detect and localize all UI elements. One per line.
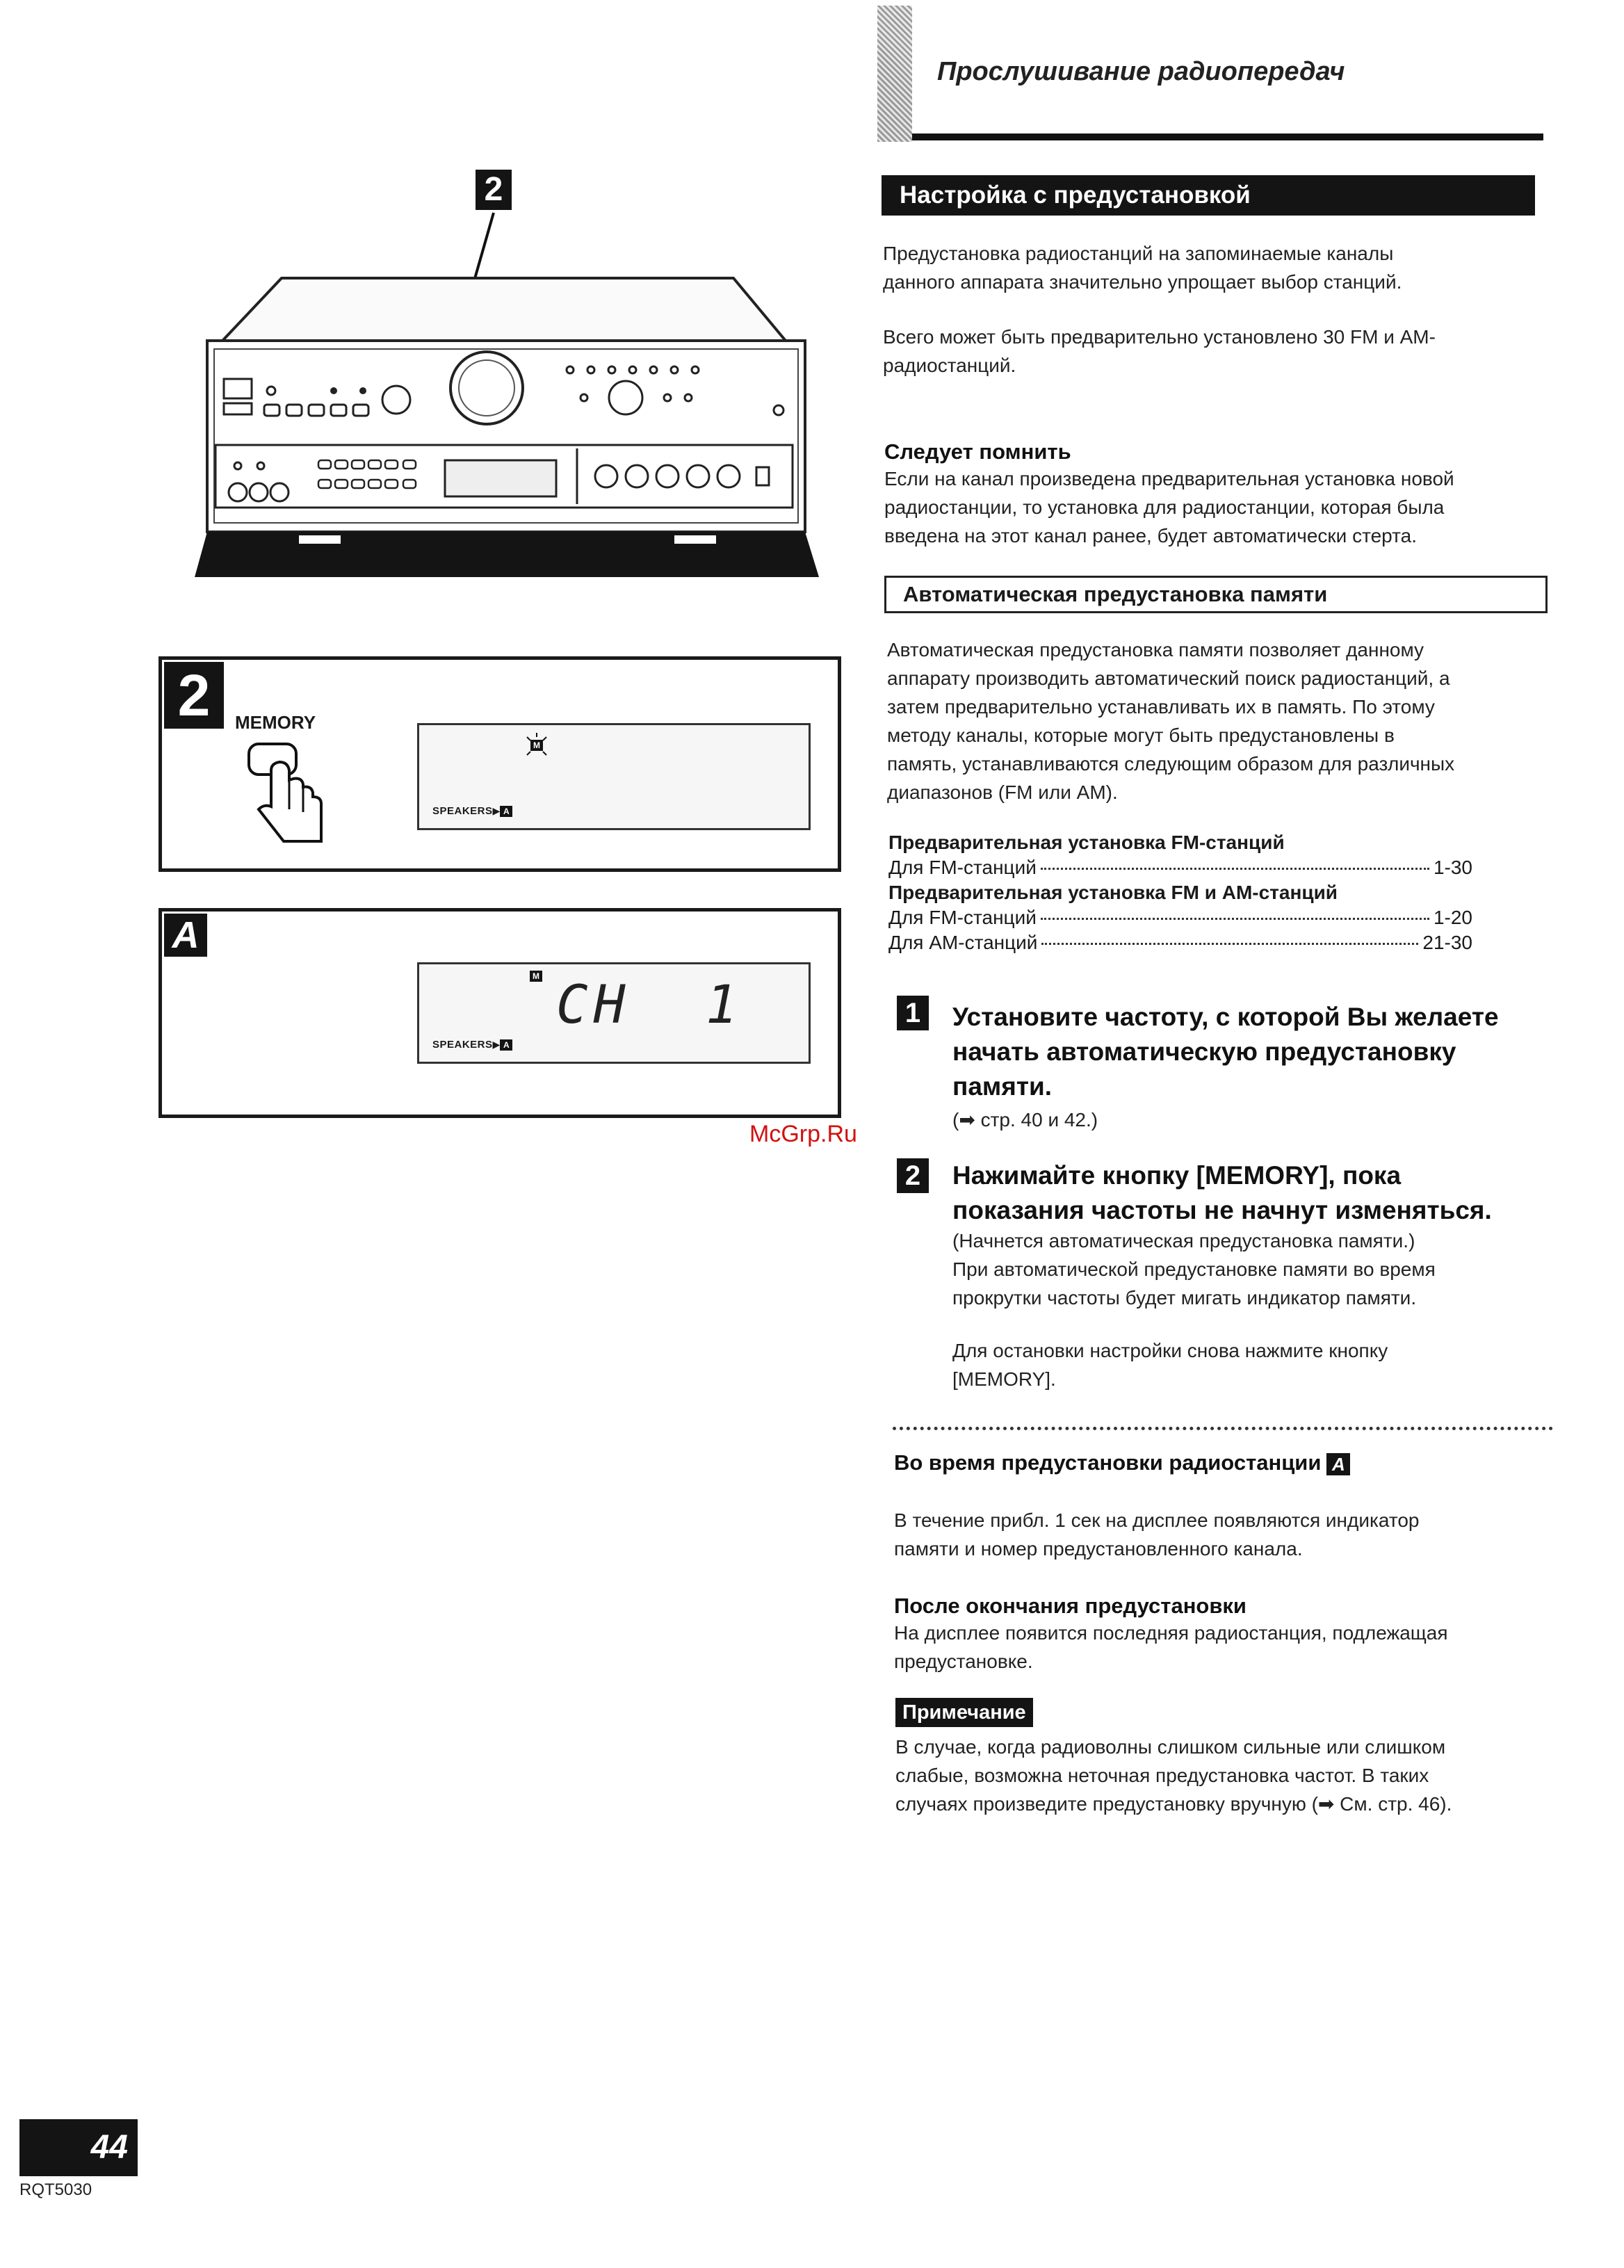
remember-text: Если на канал произведена предварительная установка новой радиостанции, то установка для радиостанции, которая была введена на этот канал ранее, будет автоматически стерта. xyxy=(884,468,1454,546)
model-code: RQT5030 xyxy=(19,2180,92,2199)
mem-indicator-a: M xyxy=(530,971,542,982)
device-step-badge: 2 xyxy=(476,170,512,210)
fm-table-heading: Предварительная установка FM-станций xyxy=(888,832,1285,853)
mem-indicator: M xyxy=(530,740,543,751)
auto-preset-heading: Автоматическая предустановка памяти xyxy=(884,576,1548,613)
step-1-ref: (➡ стр. 40 и 42.) xyxy=(952,1109,1098,1131)
step-1-title: Установите частоту, с которой Вы желаете начать автоматическую предустановку памяти. xyxy=(952,1003,1499,1101)
speakers-a-box: A xyxy=(500,806,512,817)
auto-preset-text: Автоматическая предустановка памяти позволяет данному аппарату производить автоматический поиск радиостанций, а затем предварительно устанавливать их в память. По этому методу каналы, которые могут быть предустановлены в память, устанавливаются следующим образом для различных диапазонов (FM или AM). xyxy=(887,639,1455,803)
watermark: McGrp.Ru xyxy=(749,1121,857,1147)
step-1-number: 1 xyxy=(897,996,929,1030)
note-text: В случае, когда радиоволны слишком сильные или слишком слабые, возможна неточная предустановка частот. В таких случаях произведите предустановку вручную (➡ См. стр. 46). xyxy=(895,1736,1452,1815)
speakers-label-a: SPEAKERS xyxy=(432,1039,493,1051)
during-heading: Во время предустановки радиостанции A xyxy=(894,1450,1350,1475)
note-tag: Примечание xyxy=(895,1698,1033,1727)
step-2-title: Нажимайте кнопку [MEMORY], пока показания частоты не начнут изменяться. xyxy=(952,1161,1492,1224)
intro-paragraph-2: Всего может быть предварительно установлено 30 FM и AM- радиостанций. xyxy=(883,326,1436,376)
after-heading: После окончания предустановки xyxy=(894,1594,1247,1618)
preset-range-table xyxy=(888,832,1472,954)
page-section-title: Прослушивание радиопередач xyxy=(937,57,1345,86)
speakers-a-box-a: A xyxy=(500,1039,512,1051)
table-row: Для FM-станций 1-20 xyxy=(888,907,1472,928)
channel-readout: CH 1 xyxy=(556,973,743,1035)
section-banner: Настройка с предустановкой xyxy=(882,175,1535,216)
display-a-badge: A xyxy=(164,914,207,957)
header-pattern xyxy=(877,6,912,142)
remember-heading: Следует помнить xyxy=(884,439,1071,464)
intro-paragraph-1: Предустановка радиостанций на запоминаемые каналы данного аппарата значительно упрощает выбор станций. xyxy=(883,243,1402,293)
memory-button-press-icon xyxy=(243,737,334,848)
header-rule xyxy=(912,133,1543,140)
panel-a-ref-icon: A xyxy=(1326,1453,1350,1475)
after-text: На дисплее появится последняя радиостанция, подлежащая предустановке. xyxy=(894,1622,1448,1672)
dotted-separator xyxy=(893,1427,1553,1430)
step-2-number: 2 xyxy=(897,1158,929,1193)
table-row: Для AM-станций 21-30 xyxy=(888,932,1472,953)
fmam-table-heading: Предварительная установка FM и AM-станций xyxy=(888,882,1338,903)
speakers-label: SPEAKERS xyxy=(432,805,493,817)
memory-indicator-blinking xyxy=(523,731,551,763)
memory-step-badge: 2 xyxy=(164,662,224,729)
step-2-stop: Для остановки настройки снова нажмите кнопку [MEMORY]. xyxy=(952,1340,1388,1390)
speakers-indicator-a: SPEAKERS▶ A xyxy=(432,1039,512,1051)
receiver-illustration xyxy=(195,209,820,584)
page-number: 44 xyxy=(19,2119,138,2176)
step-2-detail: (Начнется автоматическая предустановка памяти.) При автоматической предустановке памяти во время прокрутки частоты будет мигать индикатор памяти. xyxy=(952,1230,1436,1309)
during-text: В течение прибл. 1 сек на дисплее появляются индикатор памяти и номер предустановленного канала. xyxy=(894,1509,1420,1560)
table-row: Для FM-станций 1-30 xyxy=(888,857,1472,878)
speakers-indicator: SPEAKERS▶ A xyxy=(432,805,512,818)
memory-button-label: MEMORY xyxy=(235,712,316,733)
